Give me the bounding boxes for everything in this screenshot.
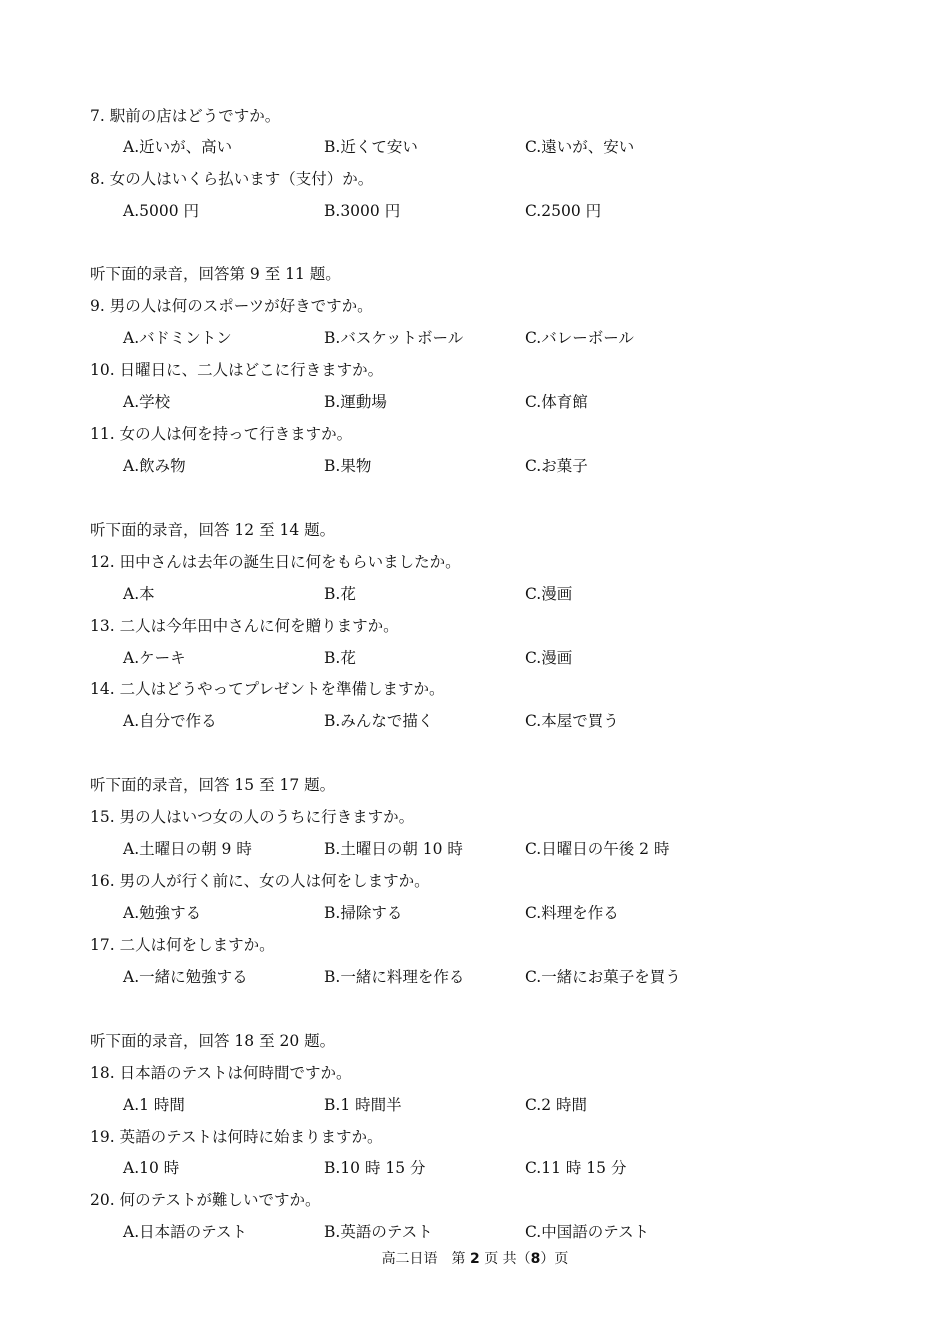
answer-options — [123, 201, 883, 221]
option-a: A.学校 — [123, 393, 171, 411]
footer-prefix: 高二日语 第 — [381, 1251, 471, 1267]
option-c: C.漫画 — [525, 649, 573, 667]
answer-options — [123, 1158, 883, 1178]
option-b: B.10 時 15 分 — [324, 1159, 426, 1177]
question-stem: 8. 女の人はいくら払います（支付）か。 — [90, 170, 374, 188]
answer-options — [123, 328, 883, 348]
option-b: B.一緒に料理を作る — [324, 968, 465, 986]
option-c: C.日曜日の午後 2 時 — [525, 840, 670, 858]
option-b: B.運動場 — [324, 393, 387, 411]
option-a: A.土曜日の朝 9 時 — [123, 840, 252, 858]
question-stem: 13. 二人は今年田中さんに何を贈りますか。 — [90, 617, 399, 635]
footer-suffix: ）页 — [540, 1251, 569, 1267]
option-b: B.近くて安い — [324, 138, 418, 156]
section-heading: 听下面的录音，回答第 9 至 11 题。 — [90, 265, 341, 283]
section-heading: 听下面的录音，回答 18 至 20 题。 — [90, 1032, 336, 1050]
option-b: B.バスケットボール — [324, 329, 464, 347]
section-heading: 听下面的录音，回答 12 至 14 题。 — [90, 521, 336, 539]
option-a: A.5000 円 — [123, 202, 199, 220]
answer-options — [123, 456, 883, 476]
option-a: A.ケーキ — [123, 649, 186, 667]
option-c: C.料理を作る — [525, 904, 619, 922]
option-a: A.日本語のテスト — [123, 1223, 248, 1241]
option-a: A.1 時間 — [123, 1096, 185, 1114]
option-b: B.英語のテスト — [324, 1223, 433, 1241]
option-c: C.2500 円 — [525, 202, 602, 220]
option-b: B.果物 — [324, 457, 372, 475]
option-c: C.本屋で買う — [525, 712, 619, 730]
section-heading: 听下面的录音，回答 15 至 17 题。 — [90, 776, 336, 794]
option-b: B.花 — [324, 585, 356, 603]
question-stem: 10. 日曜日に、二人はどこに行きますか。 — [90, 361, 384, 379]
question-stem: 12. 田中さんは去年の誕生日に何をもらいましたか。 — [90, 553, 461, 571]
question-stem: 9. 男の人は何のスポーツが好きですか。 — [90, 297, 373, 315]
page-footer — [0, 1249, 950, 1269]
answer-options — [123, 648, 883, 668]
option-a: A.近いが、高い — [123, 138, 233, 156]
option-b: B.3000 円 — [324, 202, 401, 220]
question-stem: 17. 二人は何をしますか。 — [90, 936, 275, 954]
option-b: B.掃除する — [324, 904, 403, 922]
option-a: A.一緒に勉強する — [123, 968, 248, 986]
option-a: A.10 時 — [123, 1159, 180, 1177]
option-b: B.みんなで描く — [324, 712, 434, 730]
option-a: A.自分で作る — [123, 712, 217, 730]
question-stem: 20. 何のテストが難しいですか。 — [90, 1191, 321, 1209]
option-b: B.1 時間半 — [324, 1096, 402, 1114]
option-a: A.飲み物 — [123, 457, 186, 475]
answer-options — [123, 137, 883, 157]
question-stem: 18. 日本語のテストは何時間ですか。 — [90, 1064, 352, 1082]
question-stem: 15. 男の人はいつ女の人のうちに行きますか。 — [90, 808, 415, 826]
option-a: A.勉強する — [123, 904, 202, 922]
option-c: C.遠いが、安い — [525, 138, 635, 156]
option-c: C.2 時間 — [525, 1096, 588, 1114]
option-c: C.バレーボール — [525, 329, 634, 347]
option-c: C.一緒にお菓子を買う — [525, 968, 681, 986]
total-pages: 8 — [530, 1251, 541, 1267]
question-stem: 11. 女の人は何を持って行きますか。 — [90, 425, 353, 443]
answer-options — [123, 903, 883, 923]
option-c: C.中国語のテスト — [525, 1223, 650, 1241]
option-b: B.土曜日の朝 10 時 — [324, 840, 463, 858]
answer-options — [123, 839, 883, 859]
answer-options — [123, 1095, 883, 1115]
question-stem: 7. 駅前の店はどうですか。 — [90, 107, 281, 125]
option-c: C.漫画 — [525, 585, 573, 603]
footer-middle: 页 共（ — [479, 1251, 531, 1267]
option-a: A.本 — [123, 585, 155, 603]
option-a: A.バドミントン — [123, 329, 232, 347]
answer-options — [123, 1222, 883, 1242]
question-stem: 19. 英語のテストは何時に始まりますか。 — [90, 1128, 383, 1146]
option-c: C.お菓子 — [525, 457, 588, 475]
answer-options — [123, 967, 883, 987]
option-b: B.花 — [324, 649, 356, 667]
option-c: C.体育館 — [525, 393, 588, 411]
page-number: 2 — [470, 1251, 480, 1267]
answer-options — [123, 711, 883, 731]
answer-options — [123, 584, 883, 604]
answer-options — [123, 392, 883, 412]
option-c: C.11 時 15 分 — [525, 1159, 627, 1177]
question-stem: 16. 男の人が行く前に、女の人は何をしますか。 — [90, 872, 430, 890]
question-stem: 14. 二人はどうやってプレゼントを準備しますか。 — [90, 680, 445, 698]
